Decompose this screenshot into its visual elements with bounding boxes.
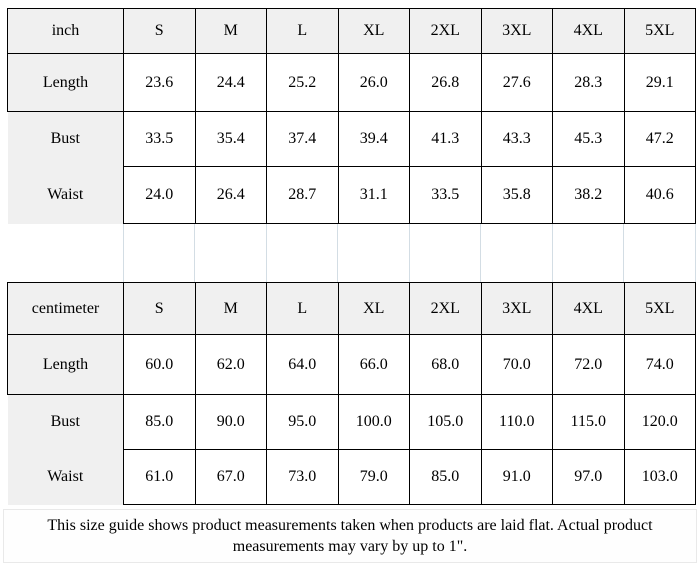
size-table-inch <box>7 8 696 224</box>
measurement-value-cell: 38.2 <box>553 167 625 224</box>
measurement-value-cell: 95.0 <box>267 395 339 450</box>
measurement-value-cell: 97.0 <box>553 450 625 505</box>
size-header-cell: 3XL <box>481 9 553 54</box>
table-row <box>7 224 696 282</box>
gap-guide-cell <box>338 224 410 282</box>
measurement-value-cell: 105.0 <box>410 395 482 450</box>
size-header-cell: M <box>195 283 267 335</box>
measurement-value-cell: 37.4 <box>267 112 339 167</box>
measure-label-cell: Waist <box>8 167 124 224</box>
measurement-value-cell: 33.5 <box>124 112 196 167</box>
size-note: This size guide shows product measurements taken when products are laid flat. Actual product measurements may vary by up to 1". <box>3 509 697 563</box>
measurement-value-cell: 85.0 <box>124 395 196 450</box>
measurement-value-cell: 27.6 <box>481 54 553 112</box>
measurement-value-cell: 33.5 <box>410 167 482 224</box>
measurement-value-cell: 41.3 <box>410 112 482 167</box>
measurement-value-cell: 45.3 <box>553 112 625 167</box>
measurement-value-cell: 26.0 <box>338 54 410 112</box>
size-header-cell: L <box>267 9 339 54</box>
size-table-centimeter <box>7 282 696 505</box>
measurement-value-cell: 79.0 <box>338 450 410 505</box>
gap-guide-cell <box>481 224 553 282</box>
size-header-cell: M <box>195 9 267 54</box>
measurement-value-cell: 72.0 <box>553 335 625 395</box>
table-row <box>8 450 696 505</box>
measurement-value-cell: 23.6 <box>124 54 196 112</box>
measurement-value-cell: 100.0 <box>338 395 410 450</box>
measurement-value-cell: 66.0 <box>338 335 410 395</box>
measurement-value-cell: 64.0 <box>267 335 339 395</box>
gap-guide-cell <box>123 224 195 282</box>
measurement-value-cell: 73.0 <box>267 450 339 505</box>
gap-guide-cell <box>624 224 696 282</box>
measurement-value-cell: 40.6 <box>624 167 696 224</box>
size-header-cell: 3XL <box>481 283 553 335</box>
measurement-value-cell: 26.4 <box>195 167 267 224</box>
measurement-value-cell: 115.0 <box>553 395 625 450</box>
measure-label-cell: Length <box>8 335 124 395</box>
table-row <box>8 335 696 395</box>
measurement-value-cell: 61.0 <box>124 450 196 505</box>
size-header-cell: 2XL <box>410 9 482 54</box>
measure-label-cell: Bust <box>8 112 124 167</box>
table-row <box>8 9 696 54</box>
measurement-value-cell: 35.4 <box>195 112 267 167</box>
measure-label-cell: Waist <box>8 450 124 505</box>
gap-guide-cell <box>195 224 267 282</box>
measurement-value-cell: 31.1 <box>338 167 410 224</box>
size-header-cell: XL <box>338 283 410 335</box>
measurement-value-cell: 91.0 <box>481 450 553 505</box>
size-header-cell: L <box>267 283 339 335</box>
size-header-cell: 4XL <box>553 9 625 54</box>
measurement-value-cell: 43.3 <box>481 112 553 167</box>
table-row <box>8 283 696 335</box>
size-header-cell: 5XL <box>624 283 696 335</box>
gap-guide-cell <box>266 224 338 282</box>
size-header-cell: 5XL <box>624 9 696 54</box>
table-row <box>8 167 696 224</box>
size-header-cell: S <box>124 283 196 335</box>
measurement-value-cell: 26.8 <box>410 54 482 112</box>
measurement-value-cell: 120.0 <box>624 395 696 450</box>
measurement-value-cell: 28.3 <box>553 54 625 112</box>
size-header-cell: 4XL <box>553 283 625 335</box>
gap-spacer-cell <box>7 224 123 282</box>
table-row <box>8 112 696 167</box>
measurement-value-cell: 103.0 <box>624 450 696 505</box>
measurement-value-cell: 25.2 <box>267 54 339 112</box>
measurement-value-cell: 67.0 <box>195 450 267 505</box>
measurement-value-cell: 24.4 <box>195 54 267 112</box>
measurement-value-cell: 39.4 <box>338 112 410 167</box>
measure-label-cell: Length <box>8 54 124 112</box>
gap-guide-cell <box>409 224 481 282</box>
size-header-cell: XL <box>338 9 410 54</box>
measurement-value-cell: 60.0 <box>124 335 196 395</box>
measurement-value-cell: 110.0 <box>481 395 553 450</box>
gap-guide-cell <box>552 224 624 282</box>
size-header-cell: S <box>124 9 196 54</box>
measurement-value-cell: 85.0 <box>410 450 482 505</box>
size-header-cell: 2XL <box>410 283 482 335</box>
unit-header-cell: centimeter <box>8 283 124 335</box>
measurement-value-cell: 35.8 <box>481 167 553 224</box>
measurement-value-cell: 47.2 <box>624 112 696 167</box>
table-row <box>8 54 696 112</box>
measurement-value-cell: 68.0 <box>410 335 482 395</box>
measurement-value-cell: 28.7 <box>267 167 339 224</box>
measurement-value-cell: 74.0 <box>624 335 696 395</box>
measure-label-cell: Bust <box>8 395 124 450</box>
measurement-value-cell: 29.1 <box>624 54 696 112</box>
measurement-value-cell: 24.0 <box>124 167 196 224</box>
measurement-value-cell: 90.0 <box>195 395 267 450</box>
unit-header-cell: inch <box>8 9 124 54</box>
measurement-value-cell: 70.0 <box>481 335 553 395</box>
size-gap-row <box>7 224 696 282</box>
measurement-value-cell: 62.0 <box>195 335 267 395</box>
table-row <box>8 395 696 450</box>
